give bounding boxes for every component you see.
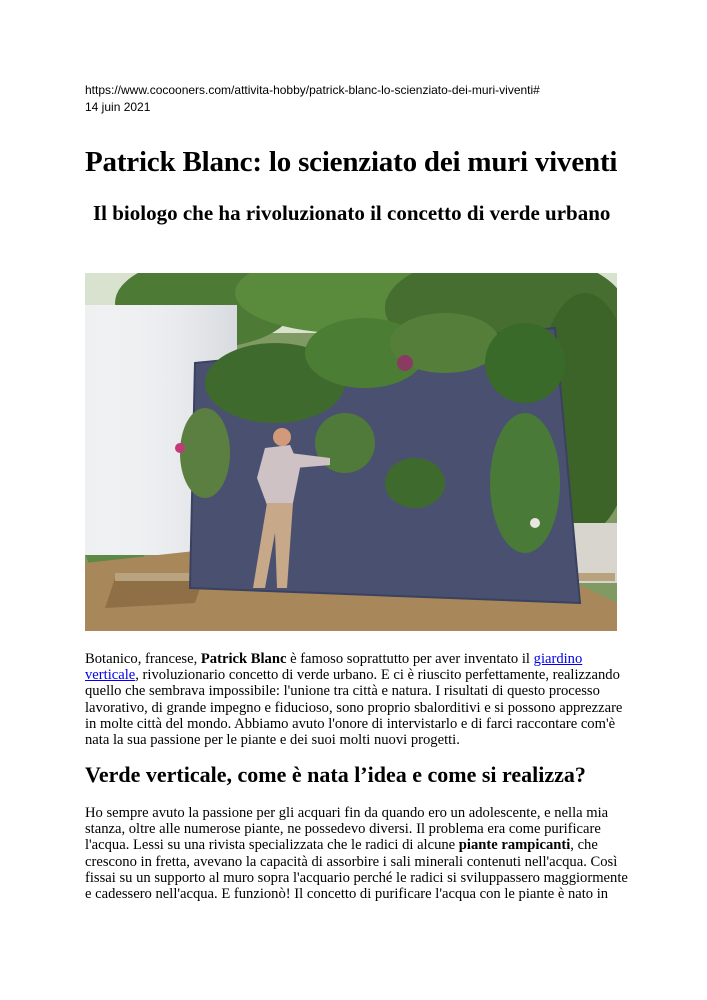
climbing-plants-term: piante rampicanti — [458, 837, 571, 854]
publication-date: 14 juin 2021 — [85, 100, 151, 114]
person-name: Patrick Blanc — [200, 651, 287, 667]
vertical-garden-link[interactable]: giardino — [533, 651, 583, 667]
intro-paragraph: Botanico, francese, Patrick Blanc è famoso soprattutto per aver inventato il giardino verticale, rivoluzionario concetto di verde urbano. E ci è riuscito perfettamente, realizzando quello che sembrava impossibile: l'unione tra città e natura. I risultati di questo processo lavorativo, di grande impegno e fiducioso, sono proprio sbalorditivi e si possono apprezzare in molte città del mondo. Abbiamo avuto l'onore di intervistarlo e di farci raccontare com'è nata la sua passione per le piante e dei suoi molti nuovi progetti. — [85, 651, 623, 749]
article-subtitle: Il biologo che ha rivoluzionato il concetto di verde urbano — [93, 201, 611, 225]
source-url: https://www.cocooners.com/attivita-hobby/patrick-blanc-lo-scienziato-dei-muri-viventi# — [85, 83, 540, 97]
interview-paragraph: Ho sempre avuto la passione per gli acquari fin da quando ero un adolescente, e nella mia stanza, oltre alle numerose piante, ne possedevo diversi. Il problema era come purificare l'acqua. Lessi su una rivista specializzata che le radici di alcune piante rampicanti, che crescono in fretta, avevano la capacità di assorbire i sali minerali contenuti nell'acqua. Così fissai su un supporto al muro sopra l'acquario perché le radici si sviluppassero maggiormente e cadessero nell'acqua. E funzionò! Il concetto di purificare l'acqua con le piante è nato in — [85, 805, 628, 903]
article-photo — [85, 273, 617, 631]
article-title: Patrick Blanc: lo scienziato dei muri viventi — [85, 146, 618, 178]
vertical-garden-illustration — [85, 273, 617, 631]
vertical-garden-link-cont[interactable]: verticale — [85, 667, 136, 684]
section-heading: Verde verticale, come è nata l’idea e come si realizza? — [85, 762, 586, 787]
